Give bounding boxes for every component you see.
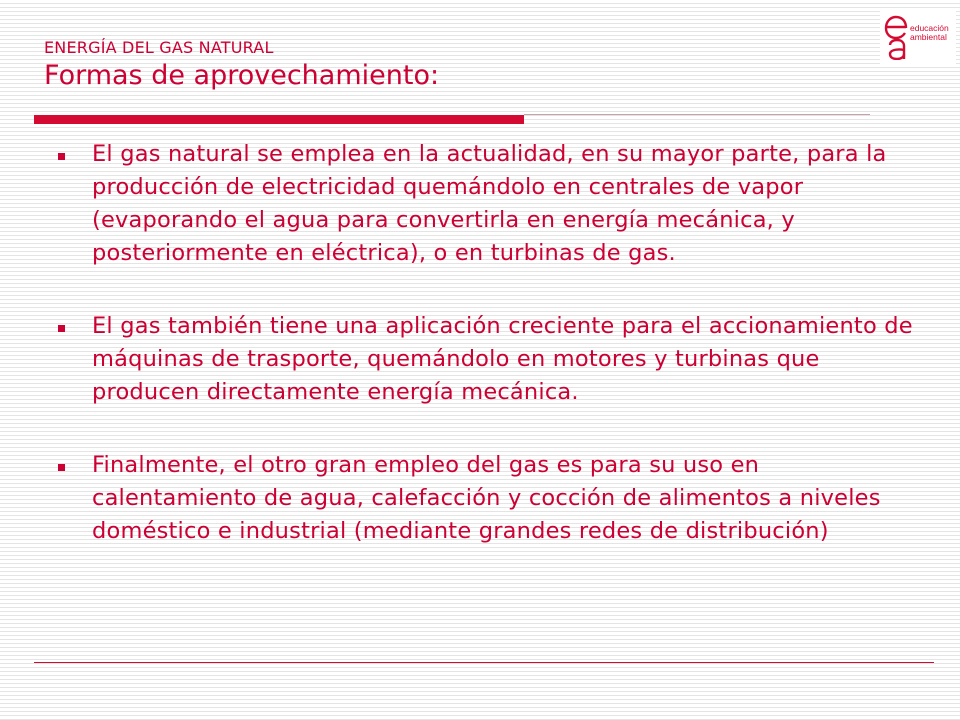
bullet-list	[58, 138, 918, 588]
list-item	[58, 138, 918, 270]
footer-divider	[34, 662, 934, 663]
slide-header	[44, 38, 439, 92]
square-bullet-icon	[58, 325, 65, 332]
title-underline-thin	[524, 114, 870, 115]
bullet-text: El gas también tiene una aplicación creciente para el accionamiento de máquinas de trasporte, quemándolo en motores y turbinas que producen directamente energía mecánica.	[92, 313, 913, 405]
square-bullet-icon	[58, 464, 65, 471]
slide-subtitle: ENERGÍA DEL GAS NATURAL	[44, 38, 274, 57]
logo-line-1: educación	[910, 23, 949, 33]
logo-text	[910, 24, 949, 42]
educacion-ambiental-logo	[880, 8, 956, 64]
list-item	[58, 310, 918, 409]
title-underline-thick	[34, 115, 524, 124]
logo-line-2: ambiental	[910, 32, 947, 42]
list-item	[58, 449, 918, 548]
logo-ea-icon	[884, 12, 912, 60]
bullet-text: El gas natural se emplea en la actualidad, en su mayor parte, para la producción de electricidad quemándolo en centrales de vapor (evaporando el agua para convertirla en energía mecánica, y posteriormente en eléctrica), o en turbinas de gas.	[92, 141, 887, 266]
square-bullet-icon	[58, 153, 65, 160]
bullet-text: Finalmente, el otro gran empleo del gas es para su uso en calentamiento de agua, calefacción y cocción de alimentos a niveles doméstico e industrial (mediante grandes redes de distribución)	[92, 452, 881, 544]
slide-title: Formas de aprovechamiento:	[44, 60, 440, 91]
